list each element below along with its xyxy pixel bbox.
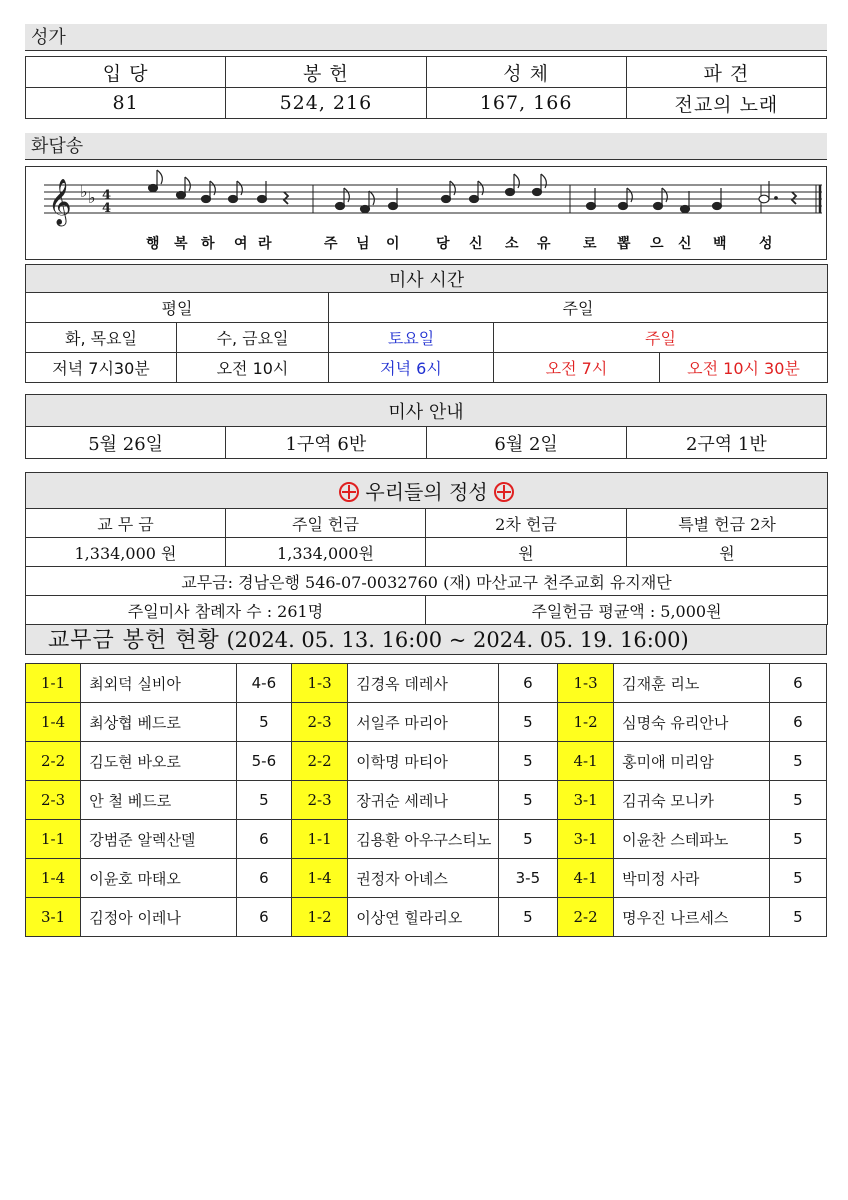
offering-title: 우리들의 정성 [365, 480, 488, 504]
donor-area: 2-3 [26, 781, 81, 820]
donor-area: 1-1 [26, 664, 81, 703]
donor-area: 1-2 [557, 703, 613, 742]
donor-count: 5 [769, 898, 826, 937]
lyric-syllable: 주 [324, 236, 338, 252]
guide-date-1: 5월 26일 [26, 427, 226, 459]
svg-text:♭: ♭ [80, 182, 88, 201]
cross-circle-icon [494, 482, 514, 502]
guide-date-2: 6월 2일 [426, 427, 626, 459]
song-value-offertory: 524, 216 [226, 88, 426, 119]
svg-text:4: 4 [102, 188, 112, 203]
donor-area: 3-1 [557, 820, 613, 859]
donor-area: 1-4 [26, 703, 81, 742]
attendance-count: 주일미사 참례자 수 : 261명 [26, 596, 426, 625]
offering-header-sunday: 주일 헌금 [226, 509, 426, 538]
songs-section-title: 성가 [25, 24, 827, 51]
donor-count: 3-5 [498, 859, 557, 898]
donor-name: 장귀순 세레나 [348, 781, 499, 820]
donor-area: 2-3 [291, 703, 347, 742]
donor-count: 5 [769, 820, 826, 859]
song-value-communion: 167, 166 [426, 88, 626, 119]
lyric-syllable: 으 [650, 236, 664, 252]
svg-text:♭: ♭ [88, 188, 96, 207]
sunday-offering-average: 주일헌금 평균액 : 5,000원 [426, 596, 828, 625]
offering-value-special: 원 [627, 538, 828, 567]
donor-count: 6 [769, 664, 826, 703]
donor-count: 5 [769, 859, 826, 898]
table-row [26, 742, 827, 781]
offering-title-cell [26, 473, 828, 509]
donor-count: 6 [236, 820, 291, 859]
music-score [25, 166, 827, 260]
sunday-label: 주일 [329, 293, 828, 323]
donor-count: 5 [498, 703, 557, 742]
lyric-syllable: 행 [146, 236, 160, 252]
offering-value-sunday: 1,334,000원 [226, 538, 426, 567]
donor-count: 5 [769, 781, 826, 820]
songs-table [25, 56, 827, 119]
table-row [26, 820, 827, 859]
lyric-syllable: 뽑 [617, 236, 631, 252]
donor-area: 2-2 [291, 742, 347, 781]
donor-name: 이윤찬 스테파노 [614, 820, 770, 859]
song-header-offertory: 봉 헌 [226, 57, 426, 88]
table-row [26, 781, 827, 820]
time-tue-thu: 저녁 7시30분 [26, 353, 177, 383]
donor-count: 5-6 [236, 742, 291, 781]
day-sunday: 주일 [494, 323, 828, 353]
donor-name: 안 철 베드로 [81, 781, 237, 820]
donor-count: 5 [498, 781, 557, 820]
psalm-lyrics [26, 233, 826, 255]
donor-name: 김용환 아우구스티노 [348, 820, 499, 859]
day-wed-fri: 수, 금요일 [177, 323, 329, 353]
donor-count: 6 [236, 898, 291, 937]
donor-area: 4-1 [557, 742, 613, 781]
guide-group-2: 2구역 1반 [626, 427, 826, 459]
donor-area: 1-2 [291, 898, 347, 937]
time-sunday-late: 오전 10시 30분 [660, 353, 828, 383]
donor-name: 이상연 힐라리오 [348, 898, 499, 937]
mass-time-title: 미사 시간 [26, 265, 828, 293]
table-row [26, 898, 827, 937]
offering-header-special: 특별 헌금 2차 [627, 509, 828, 538]
offering-value-second: 원 [426, 538, 627, 567]
donor-name: 김경옥 데레사 [348, 664, 499, 703]
song-value-dismissal: 전교의 노래 [626, 88, 826, 119]
donor-name: 심명숙 유리안나 [614, 703, 770, 742]
donor-name: 강범준 알렉산델 [81, 820, 237, 859]
donor-area: 2-2 [26, 742, 81, 781]
donor-name: 김도현 바오로 [81, 742, 237, 781]
donor-area: 1-3 [291, 664, 347, 703]
donor-count: 5 [236, 781, 291, 820]
donor-name: 홍미애 미리암 [614, 742, 770, 781]
lyric-syllable: 복 [174, 236, 188, 252]
donor-name: 명우진 나르세스 [614, 898, 770, 937]
donor-area: 1-1 [291, 820, 347, 859]
lyric-syllable: 님 [356, 236, 370, 252]
donor-count: 5 [498, 742, 557, 781]
mass-guide-table [25, 394, 827, 459]
lyric-syllable: 신 [678, 236, 692, 252]
donor-name: 권정자 아녜스 [348, 859, 499, 898]
donor-name: 김귀숙 모니카 [614, 781, 770, 820]
lyric-syllable: 소 [505, 236, 519, 252]
lyric-syllable: 당 [436, 236, 450, 252]
donor-area: 3-1 [557, 781, 613, 820]
psalm-section-title: 화답송 [25, 133, 827, 160]
tithe-status-period: (2024. 05. 13. 16:00 ~ 2024. 05. 19. 16:00) [219, 628, 689, 652]
donor-area: 1-4 [26, 859, 81, 898]
donor-area: 1-4 [291, 859, 347, 898]
svg-text:4: 4 [102, 201, 112, 216]
table-row [26, 703, 827, 742]
lyric-syllable: 여 [234, 236, 248, 252]
donor-count: 5 [236, 703, 291, 742]
donor-name: 김재훈 리노 [614, 664, 770, 703]
tithe-status-header [25, 625, 827, 655]
lyric-syllable: 라 [258, 236, 272, 252]
offering-header-second: 2차 헌금 [426, 509, 627, 538]
lyric-syllable: 유 [537, 236, 551, 252]
day-saturday: 토요일 [329, 323, 494, 353]
donor-count: 5 [498, 898, 557, 937]
song-header-communion: 성 체 [426, 57, 626, 88]
donor-area: 2-2 [557, 898, 613, 937]
offering-header-tithe: 교 무 금 [26, 509, 226, 538]
table-row [26, 664, 827, 703]
time-wed-fri: 오전 10시 [177, 353, 329, 383]
donor-count: 6 [498, 664, 557, 703]
donor-count: 5 [498, 820, 557, 859]
guide-group-1: 1구역 6반 [226, 427, 426, 459]
donor-name: 김정아 이레나 [81, 898, 237, 937]
donor-area: 2-3 [291, 781, 347, 820]
donor-table [25, 663, 827, 937]
bulletin-page [25, 24, 827, 937]
song-value-entrance: 81 [26, 88, 226, 119]
time-saturday: 저녁 6시 [329, 353, 494, 383]
donor-area: 4-1 [557, 859, 613, 898]
donor-area: 1-3 [557, 664, 613, 703]
donor-name: 박미정 사라 [614, 859, 770, 898]
lyric-syllable: 백 [713, 236, 727, 252]
day-tue-thu: 화, 목요일 [26, 323, 177, 353]
offering-table [25, 472, 828, 625]
mass-guide-title: 미사 안내 [26, 395, 827, 427]
mass-time-table [25, 264, 828, 383]
donor-name: 최외덕 실비아 [81, 664, 237, 703]
donor-count: 6 [236, 859, 291, 898]
time-sunday-early: 오전 7시 [494, 353, 660, 383]
offering-value-tithe: 1,334,000 원 [26, 538, 226, 567]
lyric-syllable: 하 [201, 236, 215, 252]
lyric-syllable: 로 [583, 236, 597, 252]
donor-count: 4-6 [236, 664, 291, 703]
treble-clef-icon: 𝄞 [48, 179, 72, 225]
donor-name: 이학명 마티아 [348, 742, 499, 781]
song-header-entrance: 입 당 [26, 57, 226, 88]
lyric-syllable: 신 [469, 236, 483, 252]
cross-circle-icon [339, 482, 359, 502]
bank-account: 교무금: 경남은행 546-07-0032760 (재) 마산교구 천주교회 유지재단 [26, 567, 828, 596]
lyric-syllable: 이 [386, 236, 400, 252]
donor-area: 1-1 [26, 820, 81, 859]
song-header-dismissal: 파 견 [626, 57, 826, 88]
lyric-syllable: 성 [759, 236, 773, 252]
donor-area: 3-1 [26, 898, 81, 937]
donor-name: 이윤호 마태오 [81, 859, 237, 898]
donor-name: 최상협 베드로 [81, 703, 237, 742]
donor-count: 5 [769, 742, 826, 781]
donor-name: 서일주 마리아 [348, 703, 499, 742]
tithe-status-title: 교무금 봉헌 현황 [48, 628, 220, 653]
donor-count: 6 [769, 703, 826, 742]
weekday-label: 평일 [26, 293, 329, 323]
table-row [26, 859, 827, 898]
